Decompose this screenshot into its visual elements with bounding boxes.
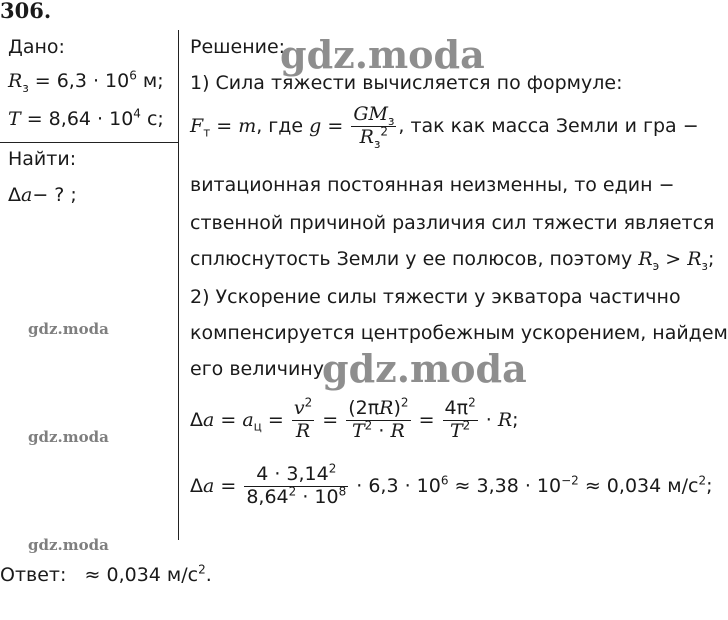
equation-centripetal: $\Delta a = a_ц$ = $\frac{v^2}{R}$ = $\frac{(2\pi R)^2}{T^2 \cdot R}$ = $\frac{4\pi^2}{T^2}$ · R; — [190, 395, 519, 442]
watermark-left-1: gdz.moda — [28, 320, 109, 338]
solution-header: Решение: — [190, 36, 286, 58]
answer-label: Ответ: — [0, 564, 67, 586]
given-header: Дано: — [8, 36, 65, 58]
find-header: Найти: — [8, 148, 77, 170]
solution-step2-line3: его величину: — [190, 358, 331, 380]
gravity-formula: $F_т = m$, где g = $\frac{GM_з}{R_з^2}$ , так как масса Земли и гра − — [190, 103, 699, 151]
problem-number: 306. — [0, 0, 52, 23]
given-find-divider — [0, 142, 178, 143]
given-period: $T = 8,64 \cdot 10^4$ с; — [8, 106, 164, 130]
find-delta-a: Δa− ? ; — [8, 184, 77, 206]
watermark-middle: gdz.moda — [322, 346, 527, 391]
solution-step2-line2: компенсируется центробежным ускорением, найдем — [190, 322, 728, 344]
solution-step2-line1: 2) Ускорение силы тяжести у экватора частично — [190, 286, 681, 308]
answer-value: ≈ 0,034 $м/с^2$. — [84, 562, 212, 586]
watermark-top: gdz.moda — [280, 32, 485, 77]
watermark-left-3: gdz.moda — [28, 536, 109, 554]
given-radius: $R_з = 6,3 \cdot 10^6$ м; — [8, 68, 164, 95]
solution-line5: сплюснутость Земли у ее полюсов, поэтому $R_э > R_з$; — [190, 248, 715, 273]
solution-line3: витационная постоянная неизменны, то един − — [190, 174, 675, 196]
equation-numeric: Δa = $\frac{4 \cdot 3,14^2}{8,64^2 \cdot 10^8}$ · $6,3 \cdot 10^6 \approx 3,38 \cdot 10^{-2} \approx 0,034$ $м/с^2$; — [190, 461, 713, 508]
solution-line4: ственной причиной различия сил тяжести является — [190, 212, 715, 234]
watermark-left-2: gdz.moda — [28, 428, 109, 446]
solution-step1: 1) Сила тяжести вычисляется по формуле: — [190, 72, 623, 94]
answer — [0, 562, 212, 586]
column-divider — [178, 30, 179, 540]
